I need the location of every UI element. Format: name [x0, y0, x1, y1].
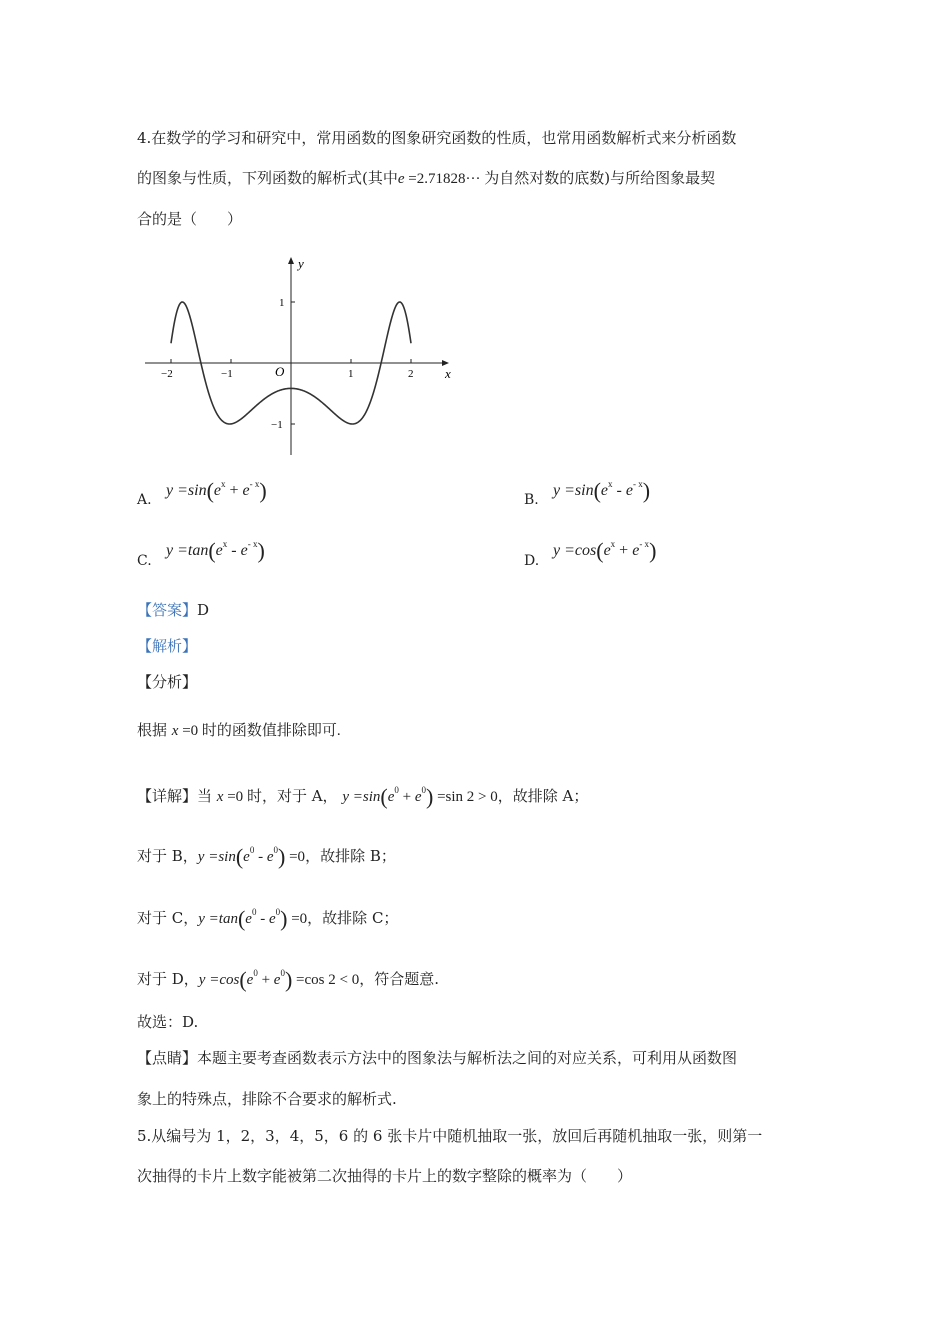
detail-b-rparen: )	[278, 844, 286, 869]
y-axis-label: y	[298, 256, 304, 271]
x-axis-label: x	[445, 366, 451, 381]
detail-a-e2: e	[414, 789, 422, 805]
option-d-letter: D.	[524, 553, 540, 569]
detail-b-end: ，故排除 B；	[305, 847, 396, 865]
detail-a-end: ，故排除 A；	[497, 787, 589, 805]
detail-d-formula	[198, 967, 360, 992]
q4-stem-e-value: =2.71828···	[404, 171, 485, 187]
detail-b-formula-post: =0	[285, 849, 306, 865]
detail-c-sup2: 0	[275, 907, 281, 917]
origin-label: O	[275, 364, 285, 379]
option-c-prefix: y =tan	[166, 542, 209, 559]
detail-b-formula-pre: y =sin	[197, 849, 236, 865]
y-tick-label-minus1: −1	[271, 419, 283, 431]
option-c-left-exp: x	[222, 539, 228, 549]
detail-c-formula-pre: y =tan	[198, 911, 238, 927]
detail-line-b	[137, 840, 396, 867]
option-d-right-base: e	[632, 542, 640, 559]
option-c-lparen: (	[208, 538, 216, 563]
option-d-right-exp: - x	[639, 539, 650, 549]
detail-c-formula	[198, 906, 308, 931]
q4-stem-line2-b: 为自然对数的底数)与所给图象最契	[484, 169, 716, 187]
detail-c-lparen: (	[237, 906, 246, 931]
analysis-tag: 【解析】	[137, 637, 198, 655]
option-d-left-exp: x	[610, 539, 616, 549]
option-c-right-base: e	[240, 542, 248, 559]
option-b-right-base: e	[625, 482, 633, 499]
detail-line-c	[137, 902, 398, 929]
detail-c-e2: e	[268, 911, 276, 927]
detail-tag: 【详解】	[137, 787, 198, 805]
fenxi-text	[137, 720, 341, 741]
detail-a-x: x	[216, 789, 224, 805]
detail-a-e1: e	[387, 789, 395, 805]
answer-value: D	[197, 601, 210, 619]
dianjing-line1: 【点睛】本题主要考查函数表示方法中的图象法与解析法之间的对应关系，可利用从函数图	[137, 1049, 738, 1067]
fenxi-text-a: 根据	[137, 721, 172, 739]
option-b-letter: B.	[524, 492, 539, 508]
option-d-left-base: e	[603, 542, 611, 559]
detail-b-pre: 对于 B，	[137, 847, 198, 865]
detail-a-formula-pre: y =sin	[342, 789, 381, 805]
option-b-left-base: e	[600, 482, 609, 499]
x-tick-label-2: 2	[408, 368, 414, 380]
q4-stem-line2	[137, 168, 715, 189]
detail-d-end: ，符合题意.	[359, 970, 439, 988]
answer-tag: 【答案】	[137, 601, 198, 619]
option-b-lparen: (	[593, 478, 601, 503]
detail-d-rparen: )	[284, 967, 293, 992]
option-b-operator: -	[612, 482, 626, 499]
option-c-rparen: )	[257, 538, 265, 563]
option-a-formula[interactable]	[166, 478, 267, 504]
detail-d-sup2: 0	[280, 968, 285, 978]
x-tick-label-minus2: −2	[161, 368, 173, 380]
choose-line: 故选：D.	[137, 1013, 199, 1031]
detail-d-formula-post: =cos 2 < 0	[292, 972, 360, 988]
q4-stem-line1: 4.在数学的学习和研究中，常用函数的图象研究函数的性质，也常用函数解析式来分析函数	[137, 129, 737, 147]
detail-b-e1: e	[243, 849, 250, 865]
option-a-rparen: )	[259, 478, 267, 503]
option-a-lparen: (	[206, 478, 214, 503]
detail-b-e2: e	[266, 849, 274, 865]
detail-b-op: -	[254, 849, 267, 865]
option-d-rparen: )	[649, 538, 657, 563]
option-c-right-exp: - x	[247, 539, 258, 549]
detail-line-d	[137, 963, 439, 990]
option-c-left-base: e	[215, 542, 223, 559]
detail-d-formula-pre: y =cos	[198, 972, 240, 988]
option-c-formula[interactable]	[166, 538, 265, 564]
q4-stem-line3: 合的是（ ）	[137, 210, 243, 228]
q4-stem-e: e	[397, 171, 405, 187]
q5-line2: 次抽得的卡片上数字能被第二次抽得的卡片上的数字整除的概率为（ ）	[137, 1167, 633, 1185]
detail-b-lparen: (	[235, 844, 244, 869]
option-b-left-exp: x	[608, 479, 613, 489]
detail-a-op: +	[398, 789, 415, 805]
detail-a-eq: =0	[223, 789, 247, 805]
option-c-letter: C.	[137, 553, 152, 569]
option-b-right-exp: - x	[632, 479, 643, 489]
detail-c-op: -	[256, 911, 269, 927]
detail-d-lparen: (	[239, 967, 247, 992]
option-a-left-exp: x	[221, 479, 226, 489]
option-c-operator: -	[227, 542, 241, 559]
dianjing-line2: 象上的特殊点，排除不合要求的解析式.	[137, 1090, 397, 1108]
detail-c-rparen: )	[280, 906, 288, 931]
detail-a-lparen: (	[380, 784, 388, 809]
y-tick-label-1: 1	[279, 297, 285, 309]
option-b-rparen: )	[642, 478, 651, 503]
x-tick-label-minus1: −1	[221, 368, 233, 380]
fenxi-x: x	[171, 723, 179, 739]
detail-b-sup1: 0	[249, 845, 255, 855]
option-a-letter: A.	[137, 492, 152, 508]
fenxi-tag: 【分析】	[137, 673, 198, 691]
fenxi-text-b: =0 时的函数值排除即可.	[178, 723, 341, 739]
answer-line	[137, 600, 209, 620]
detail-d-pre: 对于 D，	[137, 970, 199, 988]
detail-a-rparen: )	[426, 784, 434, 809]
detail-a-formula-post: =sin 2 > 0	[433, 789, 498, 805]
detail-d-e1: e	[246, 972, 254, 988]
detail-c-e1: e	[245, 911, 252, 927]
detail-a-mid: 时，对于 A，	[246, 787, 338, 805]
option-d-operator: +	[615, 542, 633, 559]
detail-a-sup2: 0	[421, 785, 427, 795]
detail-c-pre: 对于 C，	[137, 909, 199, 927]
option-a-right-exp: - x	[249, 479, 260, 489]
option-b-prefix: y =sin	[553, 482, 594, 499]
option-a-right-base: e	[242, 482, 250, 499]
q5-line1: 5.从编号为 1，2，3，4，5，6 的 6 张卡片中随机抽取一张，放回后再随机抽取一张，则第一	[137, 1127, 763, 1145]
option-d-prefix: y =cos	[553, 542, 597, 559]
option-a-prefix: y =sin	[166, 482, 207, 499]
option-b-formula[interactable]	[553, 478, 650, 504]
option-a-operator: +	[225, 482, 243, 499]
detail-c-end: ，故排除 C；	[307, 909, 399, 927]
detail-d-op: +	[257, 972, 274, 988]
detail-c-formula-post: =0	[287, 911, 308, 927]
x-tick-label-1: 1	[348, 368, 354, 380]
option-d-formula[interactable]	[553, 538, 656, 564]
detail-d-e2: e	[273, 972, 281, 988]
q4-stem-line2-a: 的图象与性质，下列函数的解析式(其中	[137, 169, 398, 187]
detail-a-sup1: 0	[394, 785, 399, 795]
detail-a-formula	[342, 784, 498, 809]
option-a-left-base: e	[213, 482, 222, 499]
detail-b-formula	[197, 844, 306, 869]
detail-line-a	[137, 780, 588, 807]
detail-b-sup2: 0	[273, 845, 279, 855]
q4-function-graph	[140, 250, 460, 460]
option-d-lparen: (	[596, 538, 604, 563]
detail-d-sup1: 0	[253, 968, 258, 978]
detail-a-pre: 当	[197, 787, 217, 805]
detail-c-sup1: 0	[251, 907, 257, 917]
